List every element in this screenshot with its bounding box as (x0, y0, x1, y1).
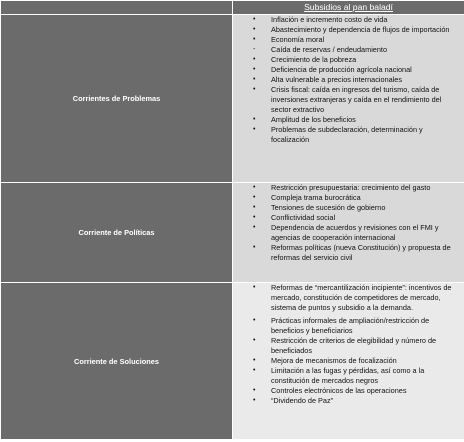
list-item: - Caída de reservas / endeudamiento (253, 45, 460, 55)
list-item: • Controles electrónicos de las operaciones (253, 386, 460, 396)
list-item: • Tensiones de sucesión de gobierno (253, 203, 460, 213)
table-title: Subsidios al pan baladí (233, 1, 464, 15)
list-item: • Limitación a las fugas y pérdidas, así como a la constitución de mercados negros (253, 366, 460, 386)
row-label-politicas: Corriente de Políticas (1, 183, 233, 283)
list-item: • Dependencia de acuerdos y revisiones con el FMI y agencias de cooperación internacional (253, 223, 460, 243)
header-blank-cell (1, 1, 233, 15)
items-cell-problemas (233, 15, 464, 183)
list-item: • Reformas de “mercantilización incipiente”: incentivos de mercado, constitución de competidores de mercado, sistema de puntos y subsidio a la demanda. (253, 283, 460, 313)
list-item: • Amplitud de los beneficios (253, 115, 460, 125)
list-item: • Crisis fiscal: caída en ingresos del turismo, caída de inversiones extranjeras y caída en el rendimiento del sector extractivo (253, 85, 460, 115)
table-row (1, 15, 464, 183)
list-item: • Restricción de criterios de elegibilidad y número de beneficiados (253, 336, 460, 356)
list-item: • Compleja trama burocrática (253, 193, 460, 203)
table-row (1, 183, 464, 283)
list-item: • Crecimiento de la pobreza (253, 55, 460, 65)
bullet-list (253, 183, 460, 263)
items-cell-soluciones (233, 283, 464, 440)
list-item: • Restricción presupuestaria: crecimiento del gasto (253, 183, 460, 193)
row-label-soluciones: Corriente de Soluciones (1, 283, 233, 440)
list-item: • Abastecimiento y dependencia de flujos de importación (253, 25, 460, 35)
list-item: • Problemas de subdeclaración, determinación y focalización (253, 125, 460, 145)
list-item: • Inflación e incremento costo de vida (253, 15, 460, 25)
list-item: • Prácticas informales de ampliación/restricción de beneficios y beneficiarios (253, 316, 460, 336)
header-row (1, 1, 464, 15)
row-label-problemas: Corrientes de Problemas (1, 15, 233, 183)
list-item: • Reformas políticas (nueva Constitución) y propuesta de reformas del servicio civil (253, 243, 460, 263)
bullet-list (253, 283, 460, 406)
list-item: • Conflictividad social (253, 213, 460, 223)
bullet-list (253, 15, 460, 145)
items-cell-politicas (233, 183, 464, 283)
list-item: • Deficiencia de producción agrícola nacional (253, 65, 460, 75)
list-item: • Economía moral (253, 35, 460, 45)
table-row (1, 283, 464, 440)
list-item: • “Dividendo de Paz” (253, 396, 460, 406)
list-item: • Alta vulnerable a precios internacionales (253, 75, 460, 85)
list-item: • Mejora de mecanismos de focalización (253, 356, 460, 366)
